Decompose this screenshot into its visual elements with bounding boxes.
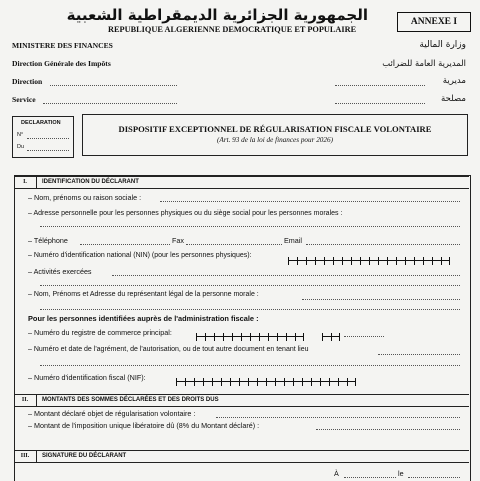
representative-field[interactable] bbox=[302, 299, 460, 300]
phone-label: – Téléphone bbox=[28, 236, 68, 245]
direction-field[interactable] bbox=[50, 85, 177, 86]
signature-place-label: À bbox=[334, 469, 339, 478]
agreement-field-line-2[interactable] bbox=[40, 365, 460, 366]
section-3-number: III. bbox=[14, 451, 37, 462]
rc-label: – Numéro du registre de commerce principal: bbox=[28, 328, 172, 337]
section-2-number: II. bbox=[14, 395, 37, 406]
nin-cells[interactable] bbox=[288, 252, 450, 261]
rc-cells-group-1[interactable] bbox=[196, 328, 304, 337]
declaration-box-title: DECLARATION bbox=[21, 120, 61, 126]
email-label: Email bbox=[284, 236, 302, 245]
republic-title-french: REPUBLIQUE ALGERIENNE DEMOCRATIQUE ET POPULAIRE bbox=[108, 25, 357, 34]
registered-persons-heading: Pour les personnes identifiées auprès de l'administration fiscale : bbox=[28, 314, 259, 323]
representative-label: – Nom, Prénoms et Adresse du représentant légal de la personne morale : bbox=[28, 291, 259, 298]
signature-date-label: le bbox=[398, 469, 404, 478]
rc-cells-group-2[interactable] bbox=[322, 328, 340, 337]
dgi-label-arabic: المديرية العامة للضرائب bbox=[382, 58, 466, 68]
service-field[interactable] bbox=[43, 103, 177, 104]
address-label: – Adresse personnelle pour les personnes physiques ou du siège social pour les personnes morales : bbox=[28, 210, 343, 217]
section-2-header bbox=[14, 394, 469, 407]
declared-amount-label: – Montant déclaré objet de régularisation volontaire : bbox=[28, 409, 196, 418]
rc-suffix-field[interactable] bbox=[344, 336, 384, 337]
activities-field-line-2[interactable] bbox=[40, 285, 460, 286]
fax-field[interactable] bbox=[186, 244, 282, 245]
nin-label: – Numéro d'identification national (NIN) (pour les personnes physiques): bbox=[28, 252, 252, 259]
declaration-date-field[interactable] bbox=[27, 150, 69, 151]
activities-label: – Activités exercées bbox=[28, 267, 92, 276]
declared-amount-field[interactable] bbox=[216, 417, 460, 418]
declaration-number-field[interactable] bbox=[27, 138, 69, 139]
signature-place-field[interactable] bbox=[344, 477, 396, 478]
email-field[interactable] bbox=[306, 244, 460, 245]
service-label-arabic: مصلحة bbox=[440, 94, 466, 104]
declaration-number-label: N° bbox=[17, 132, 24, 138]
dgi-label: Direction Générale des Impôts bbox=[12, 59, 111, 68]
nif-label: – Numéro d'identification fiscal (NIF): bbox=[28, 373, 146, 382]
agreement-field[interactable] bbox=[378, 354, 460, 355]
republic-title-arabic: الجمهورية الجزائرية الديمقراطية الشعبية bbox=[66, 6, 368, 24]
phone-field[interactable] bbox=[80, 244, 170, 245]
direction-label-arabic: مديرية bbox=[442, 76, 466, 86]
section-3-title: SIGNATURE DU DÉCLARANT bbox=[42, 453, 127, 459]
section-1-title: IDENTIFICATION DU DÉCLARANT bbox=[42, 179, 139, 185]
form-title-box bbox=[82, 114, 468, 156]
signature-date-field[interactable] bbox=[408, 477, 460, 478]
section-1-header bbox=[14, 176, 469, 189]
direction-field-arabic[interactable] bbox=[335, 85, 425, 86]
form-title: DISPOSITIF EXCEPTIONNEL DE RÉGULARISATION FISCALE VOLONTAIRE bbox=[118, 124, 432, 134]
direction-label: Direction bbox=[12, 77, 43, 86]
representative-field-line-2[interactable] bbox=[40, 309, 460, 310]
activities-field[interactable] bbox=[112, 275, 460, 276]
annexe-label: ANNEXE I bbox=[397, 12, 471, 32]
ministry-label-arabic: وزارة المالية bbox=[419, 40, 466, 50]
service-label: Service bbox=[12, 95, 36, 104]
section-1-number: I. bbox=[14, 177, 37, 188]
fax-label: Fax bbox=[172, 236, 184, 245]
section-3-header bbox=[14, 450, 469, 463]
nif-cells[interactable] bbox=[176, 373, 356, 382]
name-field[interactable] bbox=[160, 201, 460, 202]
section-2-title: MONTANTS DES SOMMES DÉCLARÉES ET DES DROITS DUS bbox=[42, 397, 219, 403]
service-field-arabic[interactable] bbox=[335, 103, 425, 104]
tax-amount-label: – Montant de l'imposition unique libératoire dû (8% du Montant déclaré) : bbox=[28, 421, 260, 430]
tax-amount-field[interactable] bbox=[316, 429, 460, 430]
address-field[interactable] bbox=[40, 226, 460, 227]
name-label: – Nom, prénoms ou raison sociale : bbox=[28, 193, 142, 202]
ministry-label: MINISTERE DES FINANCES bbox=[12, 41, 113, 50]
form-subtitle: (Art. 93 de la loi de finances pour 2026) bbox=[217, 136, 333, 144]
declaration-date-label: Du bbox=[17, 144, 25, 150]
declaration-box bbox=[12, 116, 74, 158]
agreement-label: – Numéro et date de l'agrément, de l'autorisation, ou de tout autre document en tenant lieu bbox=[28, 346, 309, 353]
